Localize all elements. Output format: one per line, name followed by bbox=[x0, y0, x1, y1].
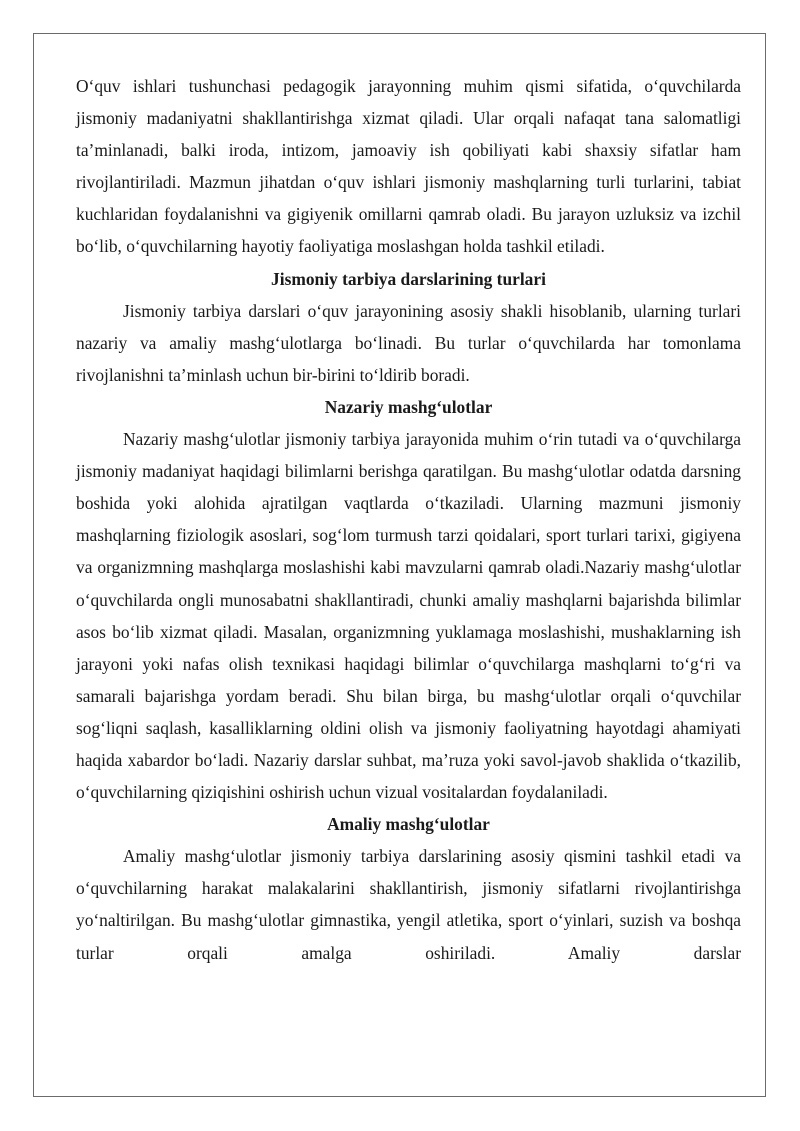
practice-paragraph: Amaliy mashg‘ulotlar jismoniy tarbiya darslarining asosiy qismini tashkil etadi va o‘quvchilarning harakat malakalarini shakllantirish, jismoniy sifatlarni rivojlantirishga yo‘naltirilgan. Bu mashg‘ulotlar gimnastika, yengil atletika, sport o‘yinlari, suzish va boshqa turlar orqali amalga oshiriladi. Amaliy darslar bbox=[76, 846, 741, 963]
heading-theory: Nazariy mashg‘ulotlar bbox=[324, 396, 493, 417]
heading-types: Jismoniy tarbiya darslarining turlari bbox=[271, 268, 546, 289]
types-paragraph: Jismoniy tarbiya darslari o‘quv jarayonining asosiy shakli hisoblanib, ularning turlari nazariy va amaliy mashg‘ulotlarga bo‘linadi. Bu turlar o‘quvchilarda har tomonlama rivojlanishni ta’minlash uchun bir-birini to‘ldirib boradi. bbox=[76, 300, 741, 385]
heading-practice: Amaliy mashg‘ulotlar bbox=[327, 814, 490, 835]
intro-paragraph: O‘quv ishlari tushunchasi pedagogik jarayonning muhim qismi sifatida, o‘quvchilarda jismoniy madaniyatni shakllantirishga xizmat qiladi. Ular orqali nafaqat tana salomatligi ta’minlanadi, balki iroda, intizom, jamoaviy ish qobiliyati kabi shaxsiy sifatlar ham rivojlantiriladi. Mazmun jihatdan o‘quv ishlari jismoniy mashqlarning turli turlarini, tabiat kuchlaridan foydalanishni va gigiyenik omillarni qamrab oladi. Bu jarayon uzluksiz va izchil bo‘lib, o‘quvchilarning hayotiy faoliyatiga moslashgan holda tashkil etiladi. bbox=[76, 76, 741, 257]
theory-paragraph: Nazariy mashg‘ulotlar jismoniy tarbiya jarayonida muhim o‘rin tutadi va o‘quvchilarga jismoniy madaniyat haqidagi bilimlarni berishga qaratilgan. Bu mashg‘ulotlar odatda darsning boshida yoki alohida ajratilgan vaqtlarda o‘tkaziladi. Ularning mazmuni jismoniy mashqlarning fiziologik asoslari, sog‘lom turmush tarzi qoidalari, sport turlari tarixi, gigiyena va organizmning mashqlarga moslashishi kabi mavzularni qamrab oladi.Nazariy mashg‘ulotlar o‘quvchilarda ongli munosabatni shakllantiradi, chunki amaliy mashqlarni bajarishda bilimlar asos bo‘lib xizmat qiladi. Masalan, organizmning yuklamaga moslashishi, mushaklarning ish jarayoni yoki nafas olish texnikasi haqidagi bilimlar o‘quvchilarga mashqlarni to‘g‘ri va samarali bajarishga yordam beradi. Shu bilan birga, bu mashg‘ulotlar orqali o‘quvchilar sog‘liqni saqlash, kasalliklarning oldini olish va jismoniy faoliyatning hayotdagi ahamiyati haqida xabardor bo‘ladi. Nazariy darslar suhbat, ma’ruza yoki savol-javob shaklida o‘tkazilib, o‘quvchilarning qiziqishini oshirish uchun vizual vositalardan foydalaniladi. bbox=[76, 429, 741, 803]
document-body bbox=[76, 70, 741, 969]
